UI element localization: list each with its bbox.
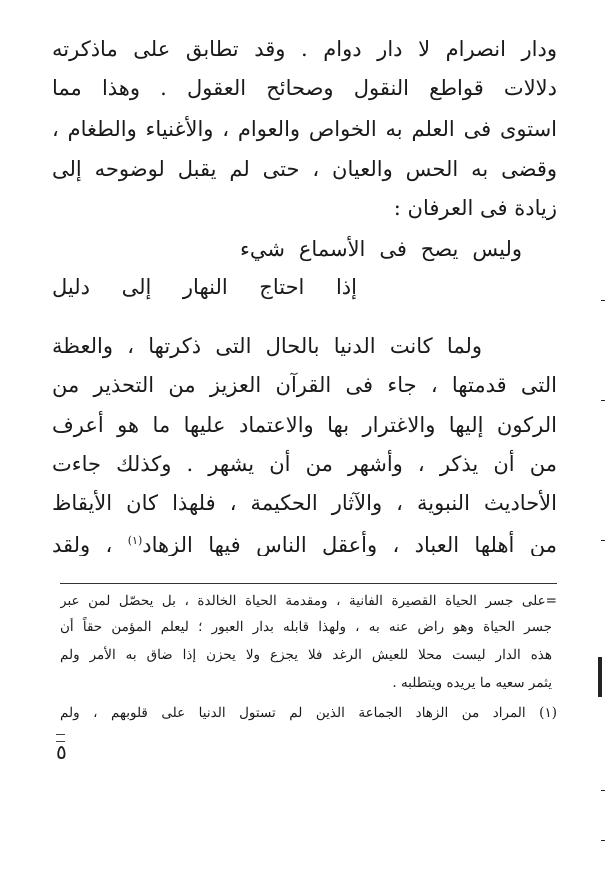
body2-line-2: التى قدمتها ، جاء فى القرآن العزيز من التحذير من [52,373,557,397]
verse-line-1: وليس يصح فى الأسماع شيء [240,237,522,261]
last-line-part2: ، ولقد [52,533,113,556]
scan-artifact [601,400,605,401]
scan-artifact [601,300,605,301]
scan-artifact [598,657,602,697]
page-number: ٥ [56,740,67,764]
body-line-5: زيادة فى العرفان : [393,196,557,220]
footnote-1: (١) المراد من الزهاد الجماعة الذين لم تستول الدنيا على قلوبهم ، ولم [60,705,557,721]
footnote-cont-line-2: جسر الحياة وهو راض عنه به ، ولهذا قابله بدار العبور ؛ ليعلم المؤمن حقاً أن [60,619,552,635]
scan-artifact [601,790,605,791]
body2-line-5: الأحاديث النبوية ، والآثار الحكيمة ، فلهذا كان الأيقاظ [52,491,557,515]
last-line-part1: من أهلها العباد ، وأعقل الناس فيها الزهاد [142,533,557,556]
scan-artifact [601,840,605,841]
body2-line-3: الركون إليها والاغترار بها والاعتماد عليها ما هو أعرف [52,413,557,437]
footnote-cont-line-4: يثمر سعيه ما يريده ويتطلبه . [392,675,552,691]
body2-line-4: من أن يذكر ، وأشهر من أن يشهر . وكذلك جاءت [52,452,557,476]
footnote-cont-line-1: =على جسر الحياة القصيرة الفانية ، ومقدمة الحياة الخالدة ، بل يحصّل لمن عبر [60,593,557,609]
footnote-rule [60,583,557,584]
body-line-3: استوى فى العلم به الخواص والعوام ، والأغنياء والطغام ، [52,117,557,141]
body-line-1: ودار انصرام لا دار دوام . وقد تطابق على ماذكرته [52,37,557,61]
body-line-4: وقضى به الحس والعيان ، حتى لم يقبل لوضوحه إلى [52,157,557,181]
body-line-2: دلالات قواطع النقول وصحائح العقول . وهذا مما [52,76,557,100]
body2-line-6 [52,526,557,556]
verse-line-2: إذا احتاج النهار إلى دليل [52,275,357,299]
footnote-cont-line-3: هذه الدار ليست محلا للعيش الرغد فلا يجزع ولا يحزن إذا ضاق به الأمر ولم [60,647,552,663]
footnote-ref-1: (١) [127,534,143,547]
body2-line-1: ولما كانت الدنيا بالحال التى ذكرتها ، والعظة [52,334,482,358]
scan-artifact [601,540,605,541]
